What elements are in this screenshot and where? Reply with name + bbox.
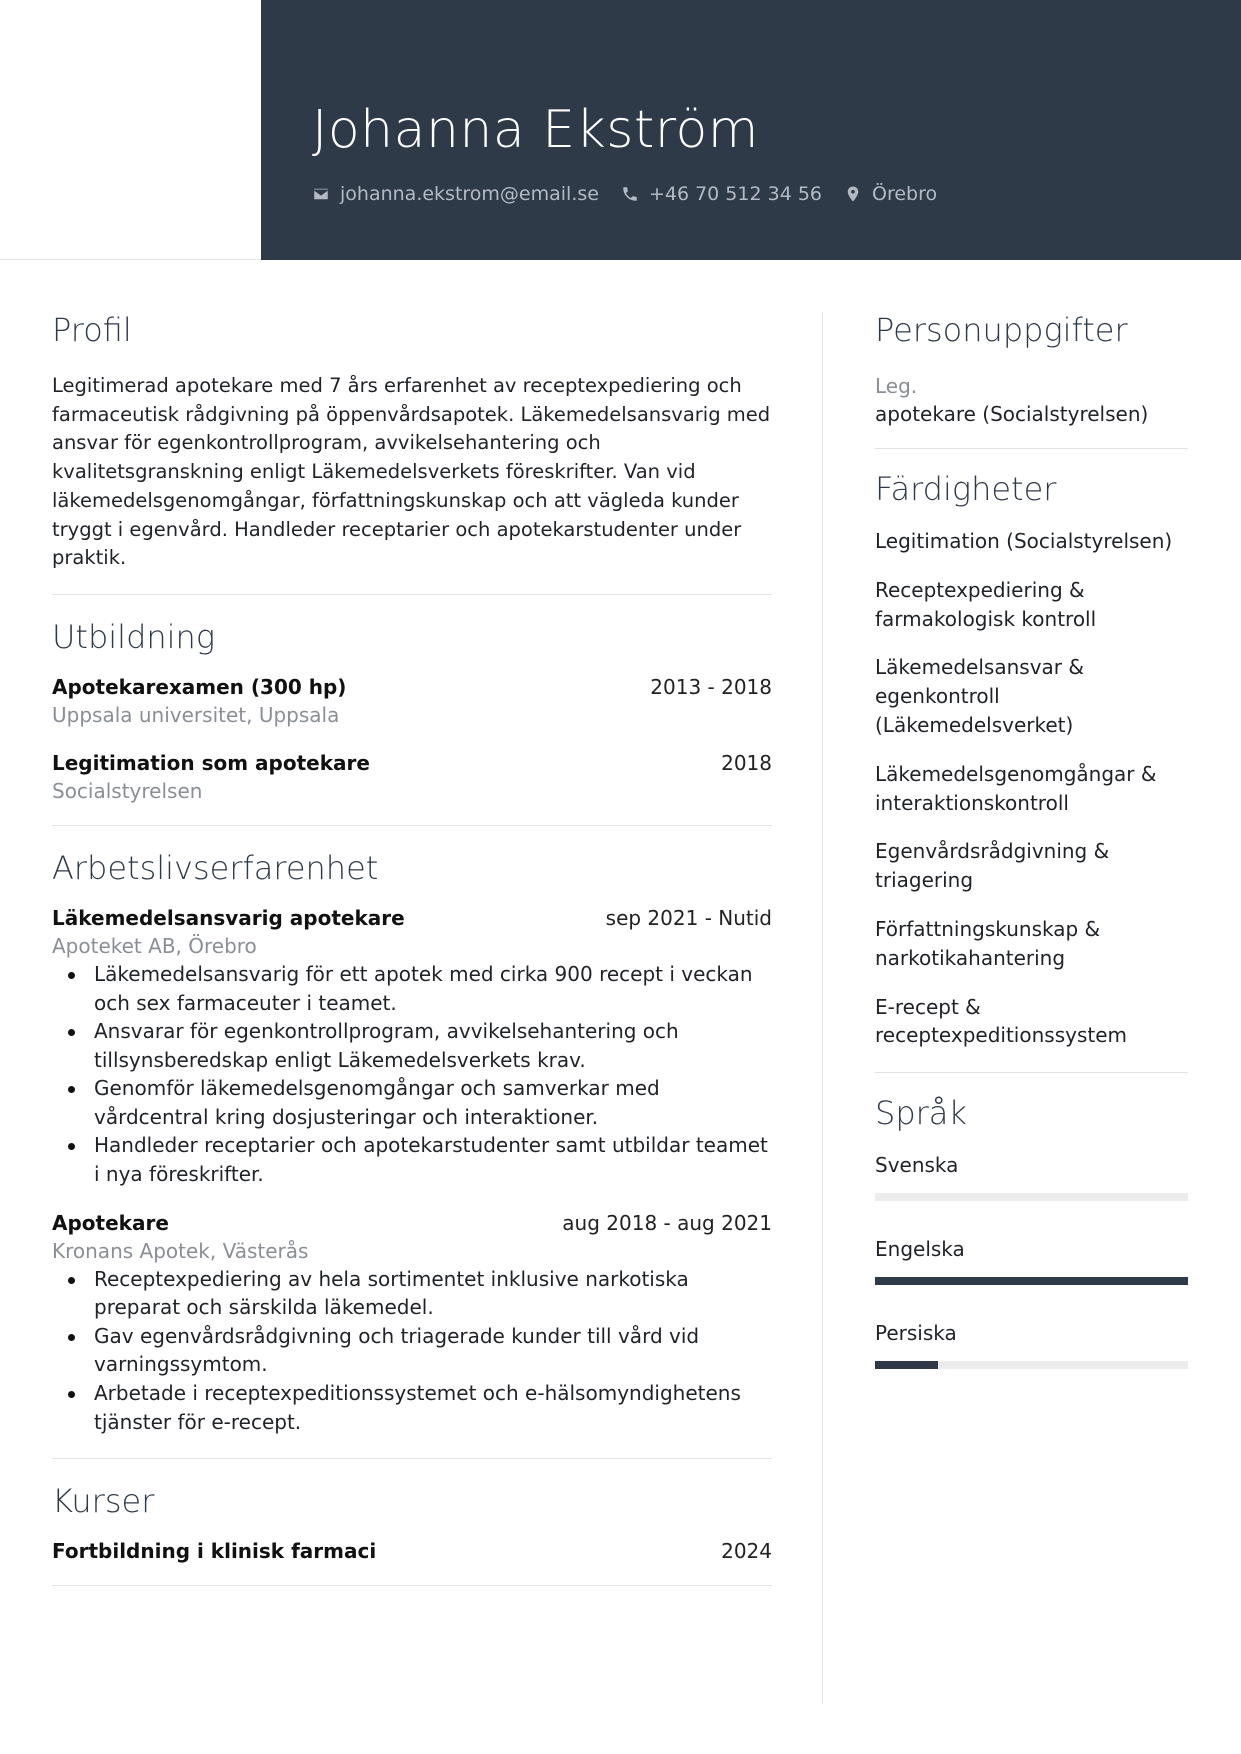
experience-section (52, 844, 772, 1436)
languages-section (875, 1089, 1188, 1369)
list-item: Gav egenvårdsrådgivning och triagerade kunder till vård vid varningssymtom. (52, 1322, 772, 1379)
entry-date: 2018 (721, 750, 772, 775)
contact-row (312, 180, 959, 208)
entry-header (52, 749, 772, 777)
language-name: Svenska (875, 1153, 959, 1178)
section-title: Språk (875, 1094, 967, 1133)
personal-label: Leg. (875, 374, 918, 398)
personal-value: apotekare (Socialstyrelsen) (875, 402, 1149, 426)
language-item (875, 1235, 1188, 1285)
entry-title: Apotekarexamen (300 hp) (52, 674, 347, 699)
entry-title: Legitimation som apotekare (52, 750, 370, 775)
courses-section (52, 1477, 772, 1565)
language-level-bar (875, 1361, 1188, 1369)
profile-text: Legitimerad apotekare med 7 års erfarenhet av receptexpediering och farmaceutisk rådgivning på öppenvårdsapotek. Läkemedelsansvarig med ansvar för egenkontrollprogram, avvikelsehantering och kvalitetsgranskning enligt Läkemedelsverkets föreskrifter. Van vid läkemedelsgenomgångar, författningskunskap och att vägleda kunder tryggt i egenvård. Handleder receptarier och apotekarstudenter under praktik. (52, 374, 771, 570)
experience-entry (52, 1209, 772, 1437)
entry-title: Fortbildning i klinisk farmaci (52, 1539, 377, 1564)
personal-section (875, 306, 1188, 428)
phone-icon (621, 185, 639, 203)
entry-date: 2013 - 2018 (650, 674, 772, 699)
entry-date: aug 2018 - aug 2021 (562, 1210, 772, 1235)
contact-location (844, 183, 937, 205)
entry-employer: Apoteket AB, Örebro (52, 933, 257, 958)
main-column (52, 306, 772, 1586)
skill-item: E-recept & receptexpeditionssystem (875, 994, 1128, 1048)
phone-text: +46 70 512 34 56 (648, 183, 823, 205)
skills-list (875, 527, 1188, 1050)
section-divider (52, 825, 772, 826)
entry-header (52, 1209, 772, 1237)
entry-institution: Uppsala universitet, Uppsala (52, 702, 340, 727)
skill-item: Läkemedelsansvar & egenkontroll (Läkemedelsverket) (875, 655, 1084, 737)
language-level-bar (875, 1193, 1188, 1201)
email-text: johanna.ekstrom@email.se (340, 183, 599, 205)
education-entry (52, 673, 772, 729)
entry-institution: Socialstyrelsen (52, 778, 203, 803)
experience-entry (52, 904, 772, 1189)
column-divider (822, 312, 823, 1704)
entry-employer: Kronans Apotek, Västerås (52, 1238, 309, 1263)
language-level-fill (875, 1277, 1188, 1285)
entry-title: Apotekare (52, 1210, 169, 1235)
language-item (875, 1319, 1188, 1369)
list-item: Ansvarar för egenkontrollprogram, avvikelsehantering och tillsynsberedskap enligt Läkemedelsverkets krav. (52, 1017, 772, 1074)
contact-email[interactable] (312, 183, 599, 205)
skill-item: Legitimation (Socialstyrelsen) (875, 529, 1173, 553)
skill-item: Författningskunskap & narkotikahantering (875, 916, 1101, 970)
list-item: Arbetade i receptexpeditionssystemet och e-hälsomyndighetens tjänster för e-recept. (52, 1379, 772, 1436)
section-divider (875, 1072, 1188, 1073)
location-pin-icon (844, 185, 862, 203)
location-text: Örebro (872, 183, 938, 205)
section-title: Utbildning (52, 617, 216, 656)
list-item: Genomför läkemedelsgenomgångar och samverkar med vårdcentral kring dosjusteringar och interaktioner. (52, 1074, 772, 1131)
entry-header (52, 904, 772, 932)
language-item (875, 1151, 1188, 1201)
entry-header (52, 1537, 772, 1565)
entry-title: Läkemedelsansvarig apotekare (52, 905, 405, 930)
section-divider (52, 1585, 772, 1586)
entry-date: sep 2021 - Nutid (605, 905, 772, 930)
side-column (875, 306, 1188, 1369)
list-item: Läkemedelsansvarig för ett apotek med cirka 900 recept i veckan och sex farmaceuter i teamet. (52, 960, 772, 1017)
mail-icon (312, 185, 330, 203)
section-title: Arbetslivserfarenhet (52, 848, 379, 887)
section-title: Profil (52, 311, 132, 349)
skill-item: Egenvårdsrådgivning & triagering (875, 839, 1110, 893)
entry-header (52, 673, 772, 701)
section-divider (52, 1458, 772, 1459)
section-divider (875, 448, 1188, 449)
section-title: Färdigheter (875, 470, 1057, 508)
contact-phone[interactable] (621, 183, 822, 205)
education-entry (52, 749, 772, 805)
profile-section (52, 306, 772, 573)
top-rule (0, 259, 261, 260)
list-item: Receptexpediering av hela sortimentet inklusive narkotiska preparat och särskilda läkemedel. (52, 1265, 772, 1322)
course-entry (52, 1537, 772, 1565)
education-section (52, 613, 772, 805)
candidate-name: Johanna Ekström (312, 100, 759, 160)
bullet-list (52, 1265, 772, 1437)
language-name: Persiska (875, 1321, 957, 1346)
section-title: Kurser (52, 1482, 155, 1521)
language-name: Engelska (875, 1237, 965, 1262)
skills-section (875, 465, 1188, 1050)
section-divider (52, 594, 772, 595)
list-item: Handleder receptarier och apotekarstudenter samt utbildar teamet i nya föreskrifter. (52, 1131, 772, 1188)
skill-item: Receptexpediering & farmakologisk kontroll (875, 577, 1097, 631)
entry-date: 2024 (721, 1539, 772, 1564)
language-level-bar (875, 1277, 1188, 1285)
section-title: Personuppgifter (875, 311, 1128, 349)
bullet-list (52, 960, 772, 1189)
skill-item: Läkemedelsgenomgångar & interaktionskontroll (875, 761, 1157, 815)
language-level-fill (875, 1361, 938, 1369)
